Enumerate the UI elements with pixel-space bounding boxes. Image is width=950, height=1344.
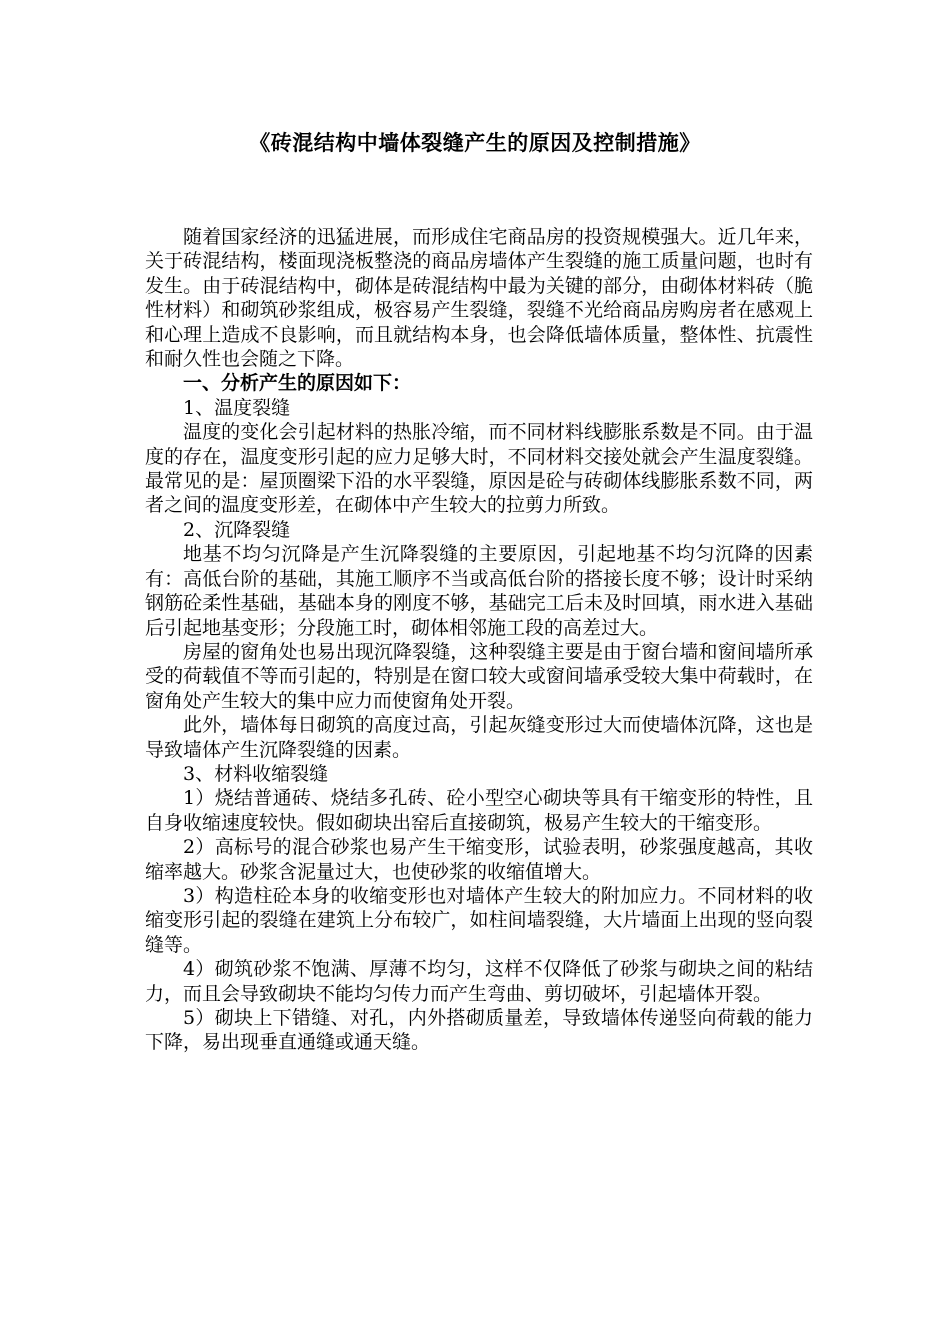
subheading-shrinkage-cracks: 3、材料收缩裂缝 <box>183 762 329 785</box>
paragraph-settlement-height: 此外，墙体每日砌筑的高度过高，引起灰缝变形过大而使墙体沉降，这也是导致墙体产生沉降裂缝的因素。 <box>145 714 813 761</box>
paragraph-intro: 随着国家经济的迅猛进展，而形成住宅商品房的投资规模强大。近几年来，关于砖混结构，楼面现浇板整浇的商品房墙体产生裂缝的施工质量问题，也时有发生。由于砖混结构中，砌体是砖混结构中最为关键的部分，由砌体材料砖（脆性材料）和砌筑砂浆组成，极容易产生裂缝，裂缝不光给商品房购房者在感观上和心理上造成不良影响，而且就结构本身，也会降低墙体质量，整体性、抗震性和耐久性也会随之下降。 <box>145 226 813 371</box>
subheading-temperature-cracks: 1、温度裂缝 <box>183 396 291 419</box>
list-item-shrinkage-5: 5）砌块上下错缝、对孔，内外搭砌质量差，导致墙体传递竖向荷载的能力下降，易出现垂直通缝或通天缝。 <box>145 1007 813 1054</box>
section-heading-causes: 一、分析产生的原因如下： <box>183 372 412 395</box>
list-item-shrinkage-1: 1）烧结普通砖、烧结多孔砖、砼小型空心砌块等具有干缩变形的特性，且自身收缩速度较快。假如砌块出窑后直接砌筑，极易产生较大的干缩变形。 <box>145 787 813 834</box>
subheading-settlement-cracks: 2、沉降裂缝 <box>183 518 291 541</box>
paragraph-settlement-foundation: 地基不均匀沉降是产生沉降裂缝的主要原因，引起地基不均匀沉降的因素有：高低台阶的基础，其施工顺序不当或高低台阶的搭接长度不够；设计时采纳钢筋砼柔性基础，基础本身的刚度不够，基础完工后未及时回填，雨水进入基础后引起地基变形；分段施工时，砌体相邻施工段的高差过大。 <box>145 543 813 639</box>
document-title: 《砖混结构中墙体裂缝产生的原因及控制措施》 <box>249 130 701 155</box>
paragraph-settlement-window: 房屋的窗角处也易出现沉降裂缝，这种裂缝主要是由于窗台墙和窗间墙所承受的荷载值不等而引起的，特别是在窗口较大或窗间墙承受较大集中荷载时，在窗角处产生较大的集中应力而使窗角处开裂。 <box>145 640 813 712</box>
document-body <box>145 225 813 1055</box>
paragraph-temperature: 温度的变化会引起材料的热胀冷缩，而不同材料线膨胀系数是不同。由于温度的存在，温度变形引起的应力足够大时，不同材料交接处就会产生温度裂缝。最常见的是：屋顶圈梁下沿的水平裂缝，原因是砼与砖砌体线膨胀系数不同，两者之间的温度变形差，在砌体中产生较大的拉剪力所致。 <box>145 421 813 517</box>
list-item-shrinkage-3: 3）构造柱砼本身的收缩变形也对墙体产生较大的附加应力。不同材料的收缩变形引起的裂缝在建筑上分布较广，如柱间墙裂缝，大片墙面上出现的竖向裂缝等。 <box>145 884 813 956</box>
list-item-shrinkage-4: 4）砌筑砂浆不饱满、厚薄不均匀，这样不仅降低了砂浆与砌块之间的粘结力，而且会导致砌块不能均匀传力而产生弯曲、剪切破坏，引起墙体开裂。 <box>145 958 813 1005</box>
list-item-shrinkage-2: 2）高标号的混合砂浆也易产生干缩变形，试验表明，砂浆强度越高，其收缩率越大。砂浆含泥量过大，也使砂浆的收缩值增大。 <box>145 836 813 883</box>
